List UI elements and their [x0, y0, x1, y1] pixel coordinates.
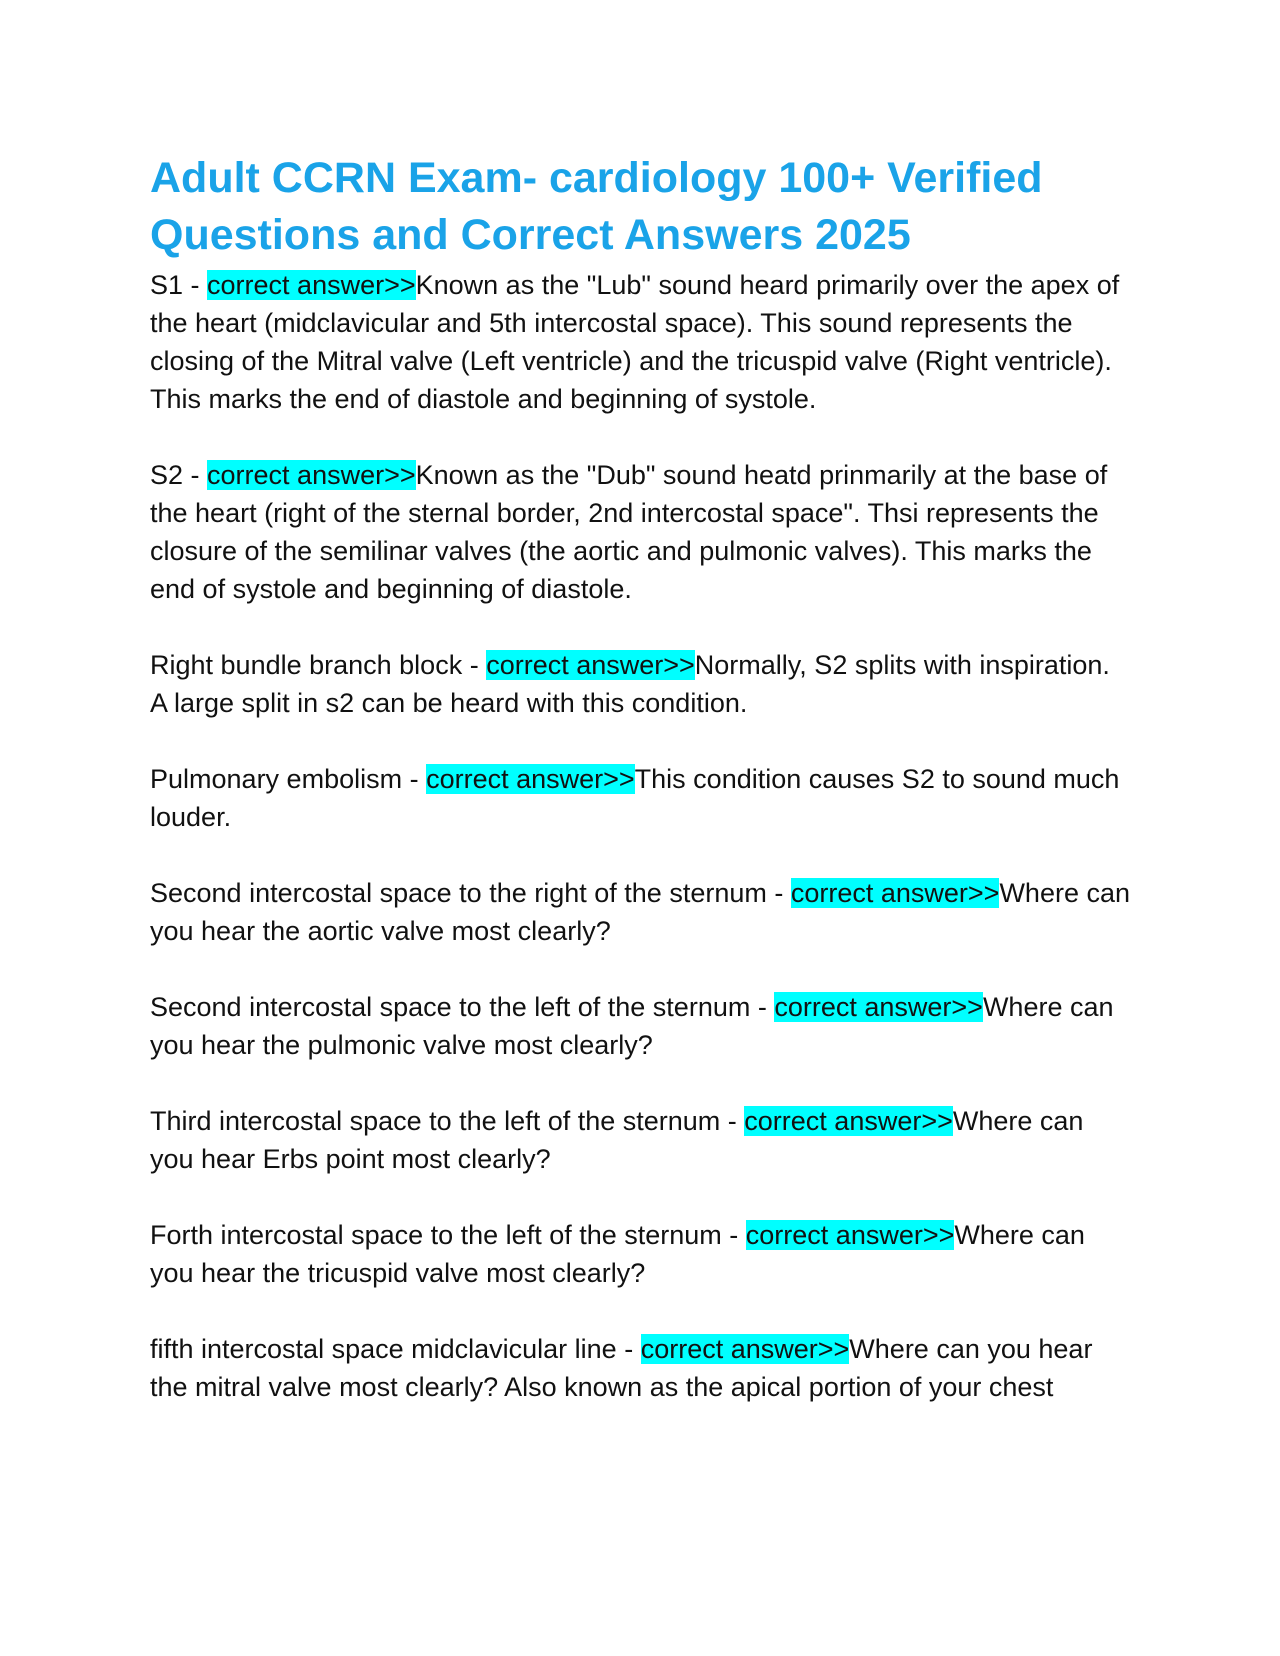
- answer-marker: correct answer>>: [207, 460, 416, 490]
- qa-list: [150, 266, 1130, 1406]
- entry-term: S2 -: [150, 460, 208, 490]
- entry-term: Right bundle branch block -: [150, 650, 487, 680]
- answer-marker: correct answer>>: [745, 1220, 955, 1250]
- entry-answer: This condition causes S2 to sound much louder.: [150, 764, 1120, 832]
- entry-answer: Where can you hear Erbs point most clearly?: [150, 1106, 1084, 1174]
- entry-answer: Normally, S2 splits with inspiration. A large split in s2 can be heard with this condition.: [150, 650, 1110, 718]
- entry-answer: Known as the "Lub" sound heard primarily over the apex of the heart (midclavicular and 5th intercostal space). This sound represents the closing of the Mitral valve (Left ventricle) and the tricuspid valve (Right ventricle). This marks the end of diastole and beginning of systole.: [150, 270, 1120, 414]
- entry-term: Second intercostal space to the right of the sternum -: [150, 878, 791, 908]
- qa-entry: [150, 1330, 1130, 1406]
- answer-marker: correct answer>>: [426, 764, 635, 794]
- entry-term: Forth intercostal space to the left of the sternum -: [150, 1220, 746, 1250]
- entry-answer: Known as the "Dub" sound heatd prinmarily at the base of the heart (right of the sternal border, 2nd intercostal space". Thsi represents the closure of the semilinar valves (the aortic and pulmonic valves). This marks the end of systole and beginning of diastole.: [150, 460, 1108, 604]
- entry-answer: Where can you hear the pulmonic valve most clearly?: [150, 992, 1114, 1060]
- qa-entry: [150, 760, 1130, 836]
- entry-term: S1 -: [150, 270, 208, 300]
- answer-marker: correct answer>>: [744, 1106, 953, 1136]
- answer-marker: correct answer>>: [207, 270, 416, 300]
- entry-answer: Where can you hear the tricuspid valve most clearly?: [150, 1220, 1085, 1288]
- qa-entry: [150, 874, 1130, 950]
- answer-marker: correct answer>>: [790, 878, 1000, 908]
- qa-entry: [150, 1102, 1130, 1178]
- qa-entry: [150, 646, 1130, 722]
- qa-entry: [150, 1216, 1130, 1292]
- entry-answer: Where can you hear the aortic valve most clearly?: [150, 878, 1130, 946]
- answer-marker: correct answer>>: [486, 650, 695, 680]
- answer-marker: correct answer>>: [774, 992, 983, 1022]
- document-page: [150, 150, 1130, 1444]
- qa-entry: [150, 988, 1130, 1064]
- answer-marker: correct answer>>: [640, 1334, 850, 1364]
- entry-term: Pulmonary embolism -: [150, 764, 427, 794]
- entry-term: Third intercostal space to the left of the sternum -: [150, 1106, 745, 1136]
- entry-term: fifth intercostal space midclavicular line -: [150, 1334, 641, 1364]
- document-title: Adult CCRN Exam- cardiology 100+ Verified Questions and Correct Answers 2025: [150, 154, 1043, 259]
- qa-entry: [150, 456, 1130, 608]
- qa-entry: [150, 266, 1130, 418]
- entry-term: Second intercostal space to the left of the sternum -: [150, 992, 775, 1022]
- entry-answer: Where can you hear the mitral valve most clearly? Also known as the apical portion of your chest: [150, 1334, 1093, 1402]
